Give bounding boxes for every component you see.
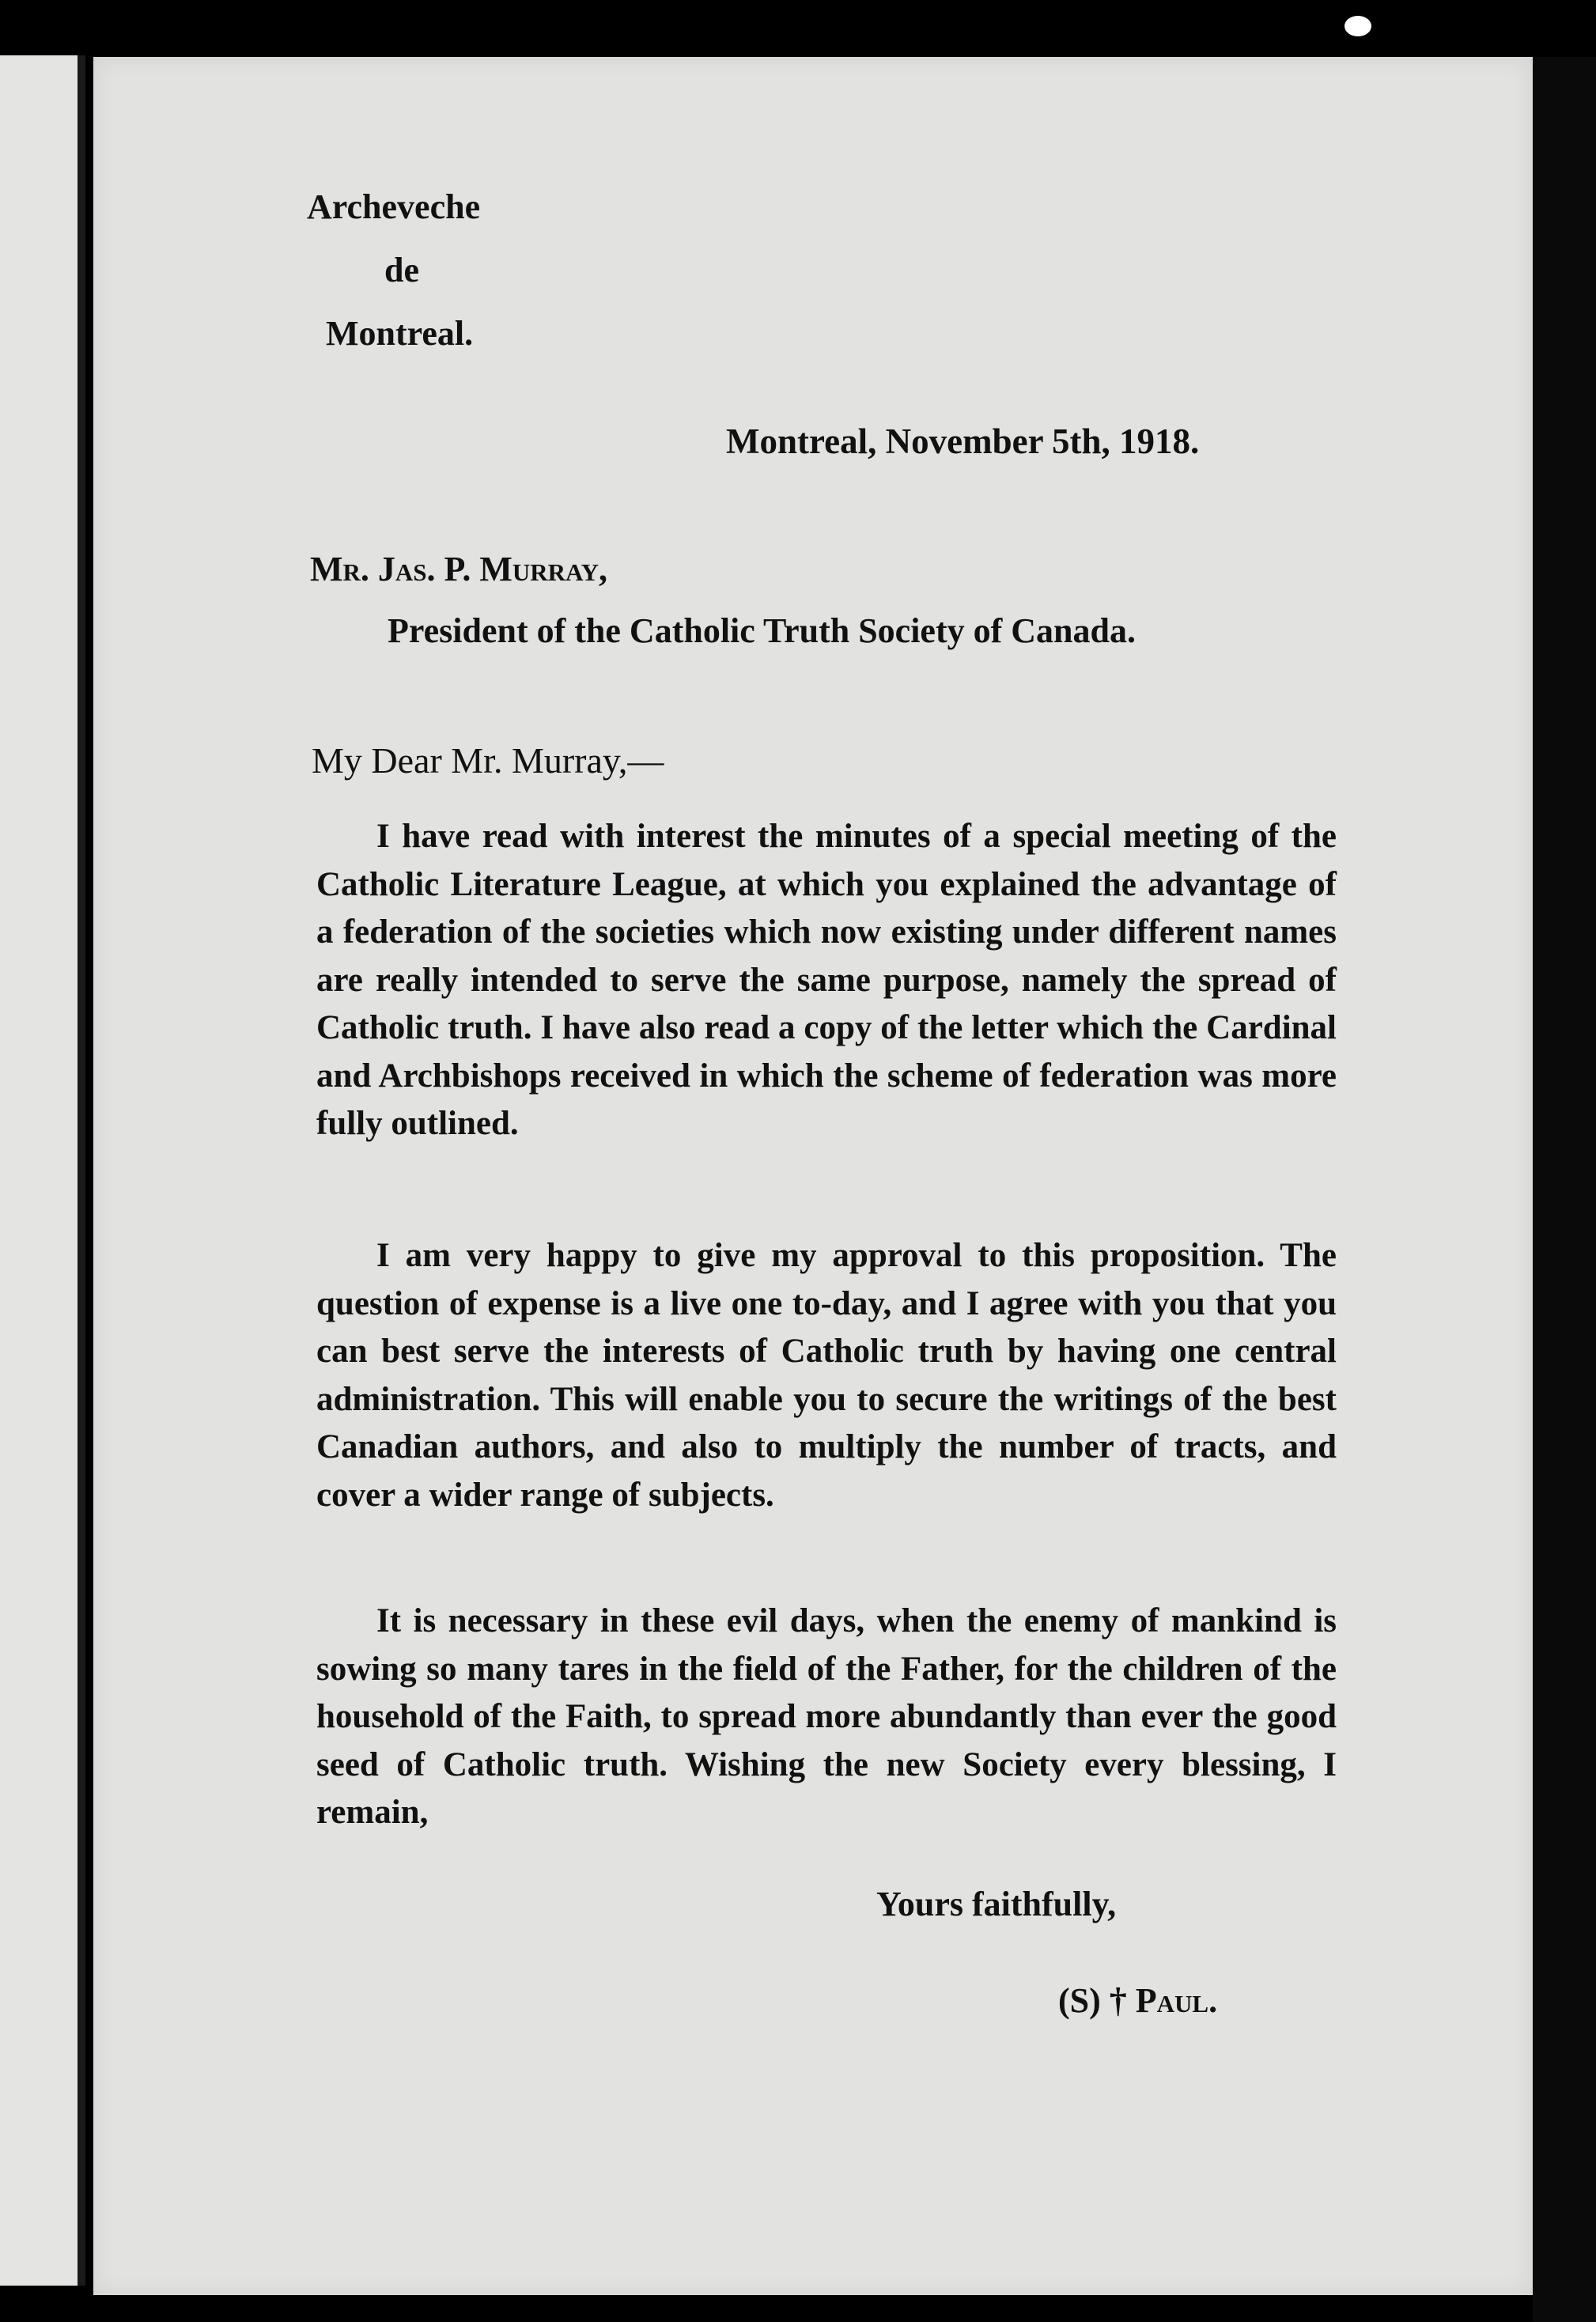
letter-page [93, 57, 1533, 2295]
body-paragraph-2: I am very happy to give my approval to this proposition. The question of expense is a live one to-day, and I agree with you that you can best serve the interests of Catholic truth by having one central administration. This will enable you to secure the writings of the best Canadian authors, and also to multiply the number of tracts, and cover a wider range of subjects. [316, 1237, 1337, 1514]
addressee-title: President of the Catholic Truth Society of Canada. [388, 611, 1136, 650]
letterhead-line-3: Montreal. [326, 314, 474, 353]
scan-speck [1344, 16, 1371, 36]
letterhead [307, 176, 480, 365]
letter-date: Montreal, November 5th, 1918. [726, 422, 1200, 461]
cross-icon: † [1109, 1981, 1127, 2020]
body-paragraph-1: I have read with interest the minutes of a special meeting of the Catholic Literature League, at which you explained the advantage of a federation of the societies which now existing under different names are really intended to serve the same purpose, namely the spread of Catholic truth. I have also read a copy of the letter which the Cardinal and Archbishops received in which the scheme of federation was more fully outlined. [316, 818, 1337, 1142]
scan-border [1533, 57, 1596, 2322]
signature [1058, 1977, 1217, 2025]
signature-name: Paul. [1135, 1981, 1218, 2020]
addressee-name: Mr. Jas. P. Murray, [310, 550, 608, 588]
closing: Yours faithfully, [876, 1885, 1117, 1923]
letterhead-line-1: Archeveche [307, 187, 481, 226]
salutation: My Dear Mr. Murray,— [312, 740, 664, 781]
signature-prefix: (S) [1058, 1981, 1101, 2020]
body-paragraph-3: It is necessary in these evil days, when the enemy of mankind is sowing so many tares in the field of the Father, for the children of the household of the Faith, to spread more abundantly than ever the good seed of Catholic truth. Wishing the new Society every blessing, I remain, [316, 1602, 1337, 1831]
letterhead-line-2: de [384, 251, 419, 289]
adjacent-page-strip [0, 55, 85, 2286]
